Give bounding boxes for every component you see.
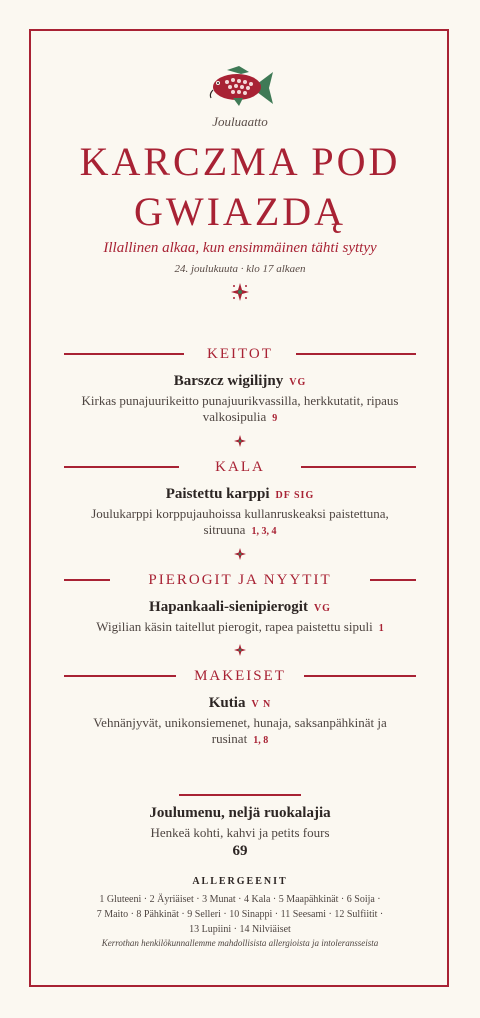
desc-text: rusinat xyxy=(211,731,248,746)
dish-title: Hapankaali-sienipierogit xyxy=(149,599,308,615)
desc-line: Vehnänjyvät, unikonsiemenet, hunaja, saksanpähkinät ja xyxy=(93,715,387,730)
title-line-2: GWIAZDĄ xyxy=(133,189,347,234)
small-star-ornament-icon xyxy=(234,435,246,447)
carp-fish-icon xyxy=(205,64,275,108)
title-line-1: KARCZMA POD xyxy=(79,139,401,184)
desc-text: valkosipulia xyxy=(202,409,267,424)
desc-line: Joulukarppi korppujauhoissa kullanruskeaksi paistettuna, xyxy=(91,506,389,521)
section-title-kala: KALA xyxy=(215,459,265,475)
star-ornament-icon xyxy=(231,283,249,301)
diet-tags: V N xyxy=(251,699,272,710)
dish-description xyxy=(0,619,480,637)
allergens-line: 13 Lupiini · 14 Nilviäiset xyxy=(189,924,291,935)
allergen-numbers: 1, 3, 4 xyxy=(251,526,277,537)
diet-tags: DF SIG xyxy=(275,490,315,501)
allergen-numbers: 1, 8 xyxy=(253,735,269,746)
section-title-makeiset: MAKEISET xyxy=(194,668,286,684)
dish-title: Barszcz wigilijny xyxy=(173,373,284,389)
set-menu-description: Henkeä kohti, kahvi ja petits fours xyxy=(150,825,330,840)
dish-name xyxy=(0,372,480,392)
desc-line xyxy=(62,619,418,637)
event-date: 24. joulukuuta · klo 17 alkaen xyxy=(174,263,306,275)
dish-description xyxy=(0,393,480,427)
set-menu-rule xyxy=(179,794,301,796)
set-menu-title: Joulumenu, neljä ruokalajia xyxy=(149,805,331,821)
desc-text: Wigilian käsin taitellut pierogit, rapea paistettu sipuli xyxy=(96,619,373,634)
section-title-keitot: KEITOT xyxy=(207,346,273,362)
allergen-numbers: 9 xyxy=(272,413,278,424)
occasion-label: Jouluaatto xyxy=(212,114,268,129)
dish-title: Paistettu karppi xyxy=(165,486,270,502)
small-star-ornament-icon xyxy=(234,644,246,656)
desc-line xyxy=(62,409,418,427)
desc-line xyxy=(62,731,418,749)
dish-description xyxy=(0,506,480,540)
desc-line xyxy=(62,522,418,540)
allergens-list xyxy=(0,892,480,937)
dish-name xyxy=(0,485,480,505)
diet-tags: VG xyxy=(313,603,331,614)
small-star-ornament-icon xyxy=(234,548,246,560)
allergens-heading: ALLERGEENIT xyxy=(192,876,288,887)
allergens-line: 1 Gluteeni · 2 Äyriäiset · 3 Munat · 4 Kala · 5 Maapähkinät · 6 Soija · xyxy=(99,894,381,905)
allergy-note: Kerrothan henkilökunnallemme mahdollisista allergioista ja intoleransseista xyxy=(101,938,379,948)
desc-line: Kirkas punajuurikeitto punajuurikvassilla, herkkutatit, ripaus xyxy=(81,393,399,408)
dish-name xyxy=(0,598,480,618)
allergens-line: 7 Maito · 8 Pähkinät · 9 Selleri · 10 Sinappi · 11 Seesami · 12 Sulfiitit · xyxy=(96,909,384,920)
restaurant-name xyxy=(0,139,480,234)
allergen-numbers: 1 xyxy=(378,623,384,634)
set-menu-price: 69 xyxy=(232,843,248,859)
section-title-pierogit: PIEROGIT JA NYYTIT xyxy=(148,572,332,588)
tagline: Illallinen alkaa, kun ensimmäinen tähti syttyy xyxy=(103,240,377,256)
dish-name xyxy=(0,694,480,714)
desc-text: sitruuna xyxy=(203,522,246,537)
dish-description xyxy=(0,715,480,749)
diet-tags: VG xyxy=(289,377,307,388)
dish-title: Kutia xyxy=(208,695,246,711)
